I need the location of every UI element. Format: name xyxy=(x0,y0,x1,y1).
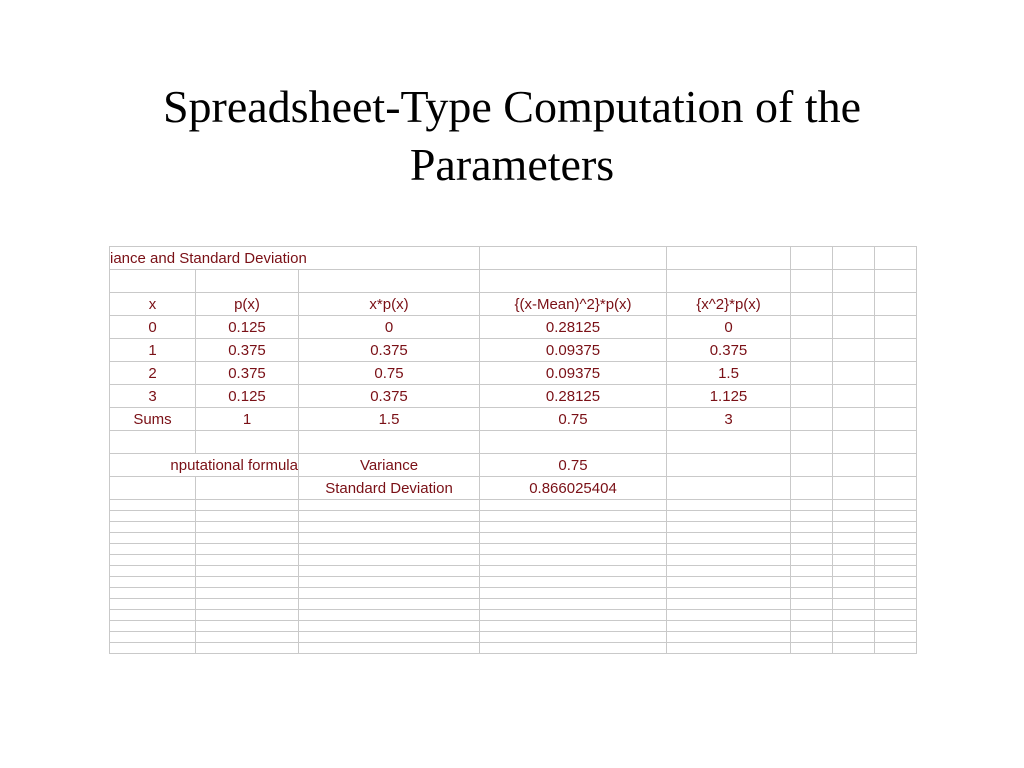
cell[interactable] xyxy=(480,632,667,643)
cell[interactable] xyxy=(299,610,480,621)
cell[interactable] xyxy=(833,511,875,522)
empty-row xyxy=(110,511,917,522)
empty-row xyxy=(110,588,917,599)
cell[interactable] xyxy=(667,477,791,500)
cell[interactable] xyxy=(110,599,196,610)
cell[interactable] xyxy=(875,500,917,511)
cell[interactable] xyxy=(791,339,833,362)
table-cell[interactable]: 0.09375 xyxy=(480,362,667,385)
table-cell[interactable]: 0.375 xyxy=(667,339,791,362)
cell[interactable] xyxy=(480,247,667,270)
table-cell[interactable]: 0.375 xyxy=(299,385,480,408)
cell[interactable] xyxy=(110,643,196,654)
cell[interactable] xyxy=(875,511,917,522)
cell[interactable] xyxy=(480,511,667,522)
cell[interactable] xyxy=(667,566,791,577)
sd-value-cell[interactable]: 0.866025404 xyxy=(480,477,667,500)
table-cell[interactable]: 1.5 xyxy=(667,362,791,385)
cell[interactable] xyxy=(196,577,299,588)
cell[interactable] xyxy=(833,385,875,408)
cell[interactable] xyxy=(299,577,480,588)
empty-row xyxy=(110,522,917,533)
cell[interactable] xyxy=(667,454,791,477)
cell[interactable] xyxy=(875,588,917,599)
cell[interactable] xyxy=(299,533,480,544)
cell[interactable] xyxy=(791,247,833,270)
cell[interactable] xyxy=(667,511,791,522)
table-cell[interactable]: 0.09375 xyxy=(480,339,667,362)
cell[interactable] xyxy=(791,533,833,544)
cell[interactable] xyxy=(833,577,875,588)
cell[interactable] xyxy=(875,621,917,632)
cell[interactable] xyxy=(110,566,196,577)
sum-cell[interactable]: 0.75 xyxy=(480,408,667,431)
cell[interactable] xyxy=(480,544,667,555)
header-cell[interactable]: x xyxy=(110,293,196,316)
cell[interactable] xyxy=(196,270,299,293)
cell[interactable] xyxy=(875,643,917,654)
cell[interactable] xyxy=(480,577,667,588)
cell[interactable] xyxy=(667,533,791,544)
formula-label: nputational formula xyxy=(170,456,298,474)
cell[interactable] xyxy=(791,431,833,454)
cell[interactable] xyxy=(833,588,875,599)
cell[interactable] xyxy=(791,577,833,588)
cell[interactable] xyxy=(667,500,791,511)
cell[interactable] xyxy=(110,610,196,621)
variance-row xyxy=(110,454,917,477)
empty-row xyxy=(110,621,917,632)
cell[interactable] xyxy=(667,247,791,270)
cell[interactable] xyxy=(299,500,480,511)
cell[interactable] xyxy=(667,270,791,293)
cell[interactable] xyxy=(833,555,875,566)
sums-row xyxy=(110,408,917,431)
cell[interactable] xyxy=(875,566,917,577)
sum-cell[interactable]: 1.5 xyxy=(299,408,480,431)
cell[interactable] xyxy=(196,500,299,511)
cell[interactable] xyxy=(110,511,196,522)
table-row xyxy=(110,362,917,385)
cell[interactable] xyxy=(791,632,833,643)
table-cell[interactable]: 0.28125 xyxy=(480,316,667,339)
cell[interactable] xyxy=(667,588,791,599)
table-cell[interactable]: 0 xyxy=(110,316,196,339)
cell[interactable] xyxy=(480,566,667,577)
header-cell[interactable]: x*p(x) xyxy=(299,293,480,316)
sd-label-cell[interactable]: Standard Deviation xyxy=(299,477,480,500)
cell[interactable] xyxy=(791,477,833,500)
empty-row xyxy=(110,632,917,643)
cell[interactable] xyxy=(299,522,480,533)
table-cell[interactable]: 0.75 xyxy=(299,362,480,385)
cell[interactable] xyxy=(791,544,833,555)
sheet-heading-cell[interactable] xyxy=(110,247,480,270)
cell[interactable] xyxy=(196,544,299,555)
cell[interactable] xyxy=(833,431,875,454)
cell[interactable] xyxy=(299,431,480,454)
cell[interactable] xyxy=(791,522,833,533)
cell[interactable] xyxy=(299,511,480,522)
cell[interactable] xyxy=(833,566,875,577)
cell[interactable] xyxy=(196,588,299,599)
cell[interactable] xyxy=(833,362,875,385)
variance-label-cell[interactable]: Variance xyxy=(299,454,480,477)
cell[interactable] xyxy=(833,454,875,477)
cell[interactable] xyxy=(110,544,196,555)
slide-title-line-1: Spreadsheet-Type Computation of the xyxy=(162,81,862,132)
empty-row xyxy=(110,599,917,610)
cell[interactable] xyxy=(196,610,299,621)
sum-cell[interactable]: 3 xyxy=(667,408,791,431)
cell[interactable] xyxy=(875,431,917,454)
cell[interactable] xyxy=(791,316,833,339)
cell[interactable] xyxy=(480,522,667,533)
cell[interactable] xyxy=(875,454,917,477)
cell[interactable] xyxy=(791,454,833,477)
cell[interactable] xyxy=(196,477,299,500)
cell[interactable] xyxy=(480,555,667,566)
sheet-heading: iance and Standard Deviation xyxy=(110,249,307,267)
cell[interactable] xyxy=(110,270,196,293)
variance-value-cell[interactable]: 0.75 xyxy=(480,454,667,477)
cell[interactable] xyxy=(791,385,833,408)
header-cell[interactable]: {x^2}*p(x) xyxy=(667,293,791,316)
table-cell[interactable]: 2 xyxy=(110,362,196,385)
cell[interactable] xyxy=(833,247,875,270)
sums-label-cell[interactable]: Sums xyxy=(110,408,196,431)
cell[interactable] xyxy=(196,621,299,632)
cell[interactable] xyxy=(875,610,917,621)
cell[interactable] xyxy=(791,588,833,599)
cell[interactable] xyxy=(110,577,196,588)
cell[interactable] xyxy=(667,522,791,533)
cell[interactable] xyxy=(833,522,875,533)
cell[interactable] xyxy=(299,632,480,643)
cell[interactable] xyxy=(110,621,196,632)
cell[interactable] xyxy=(480,610,667,621)
cell[interactable] xyxy=(110,500,196,511)
table-cell[interactable]: 0.375 xyxy=(196,362,299,385)
cell[interactable] xyxy=(667,632,791,643)
table-cell[interactable]: 0.125 xyxy=(196,385,299,408)
cell[interactable] xyxy=(196,599,299,610)
slide-title xyxy=(0,78,1024,194)
empty-row xyxy=(110,544,917,555)
cell[interactable] xyxy=(667,544,791,555)
cell[interactable] xyxy=(480,270,667,293)
cell[interactable] xyxy=(791,621,833,632)
cell[interactable] xyxy=(833,316,875,339)
cell[interactable] xyxy=(875,408,917,431)
empty-row xyxy=(110,500,917,511)
cell[interactable] xyxy=(480,599,667,610)
cell[interactable] xyxy=(791,610,833,621)
spreadsheet-table xyxy=(109,246,917,654)
cell[interactable] xyxy=(667,643,791,654)
cell[interactable] xyxy=(791,566,833,577)
cell[interactable] xyxy=(791,293,833,316)
header-row xyxy=(110,293,917,316)
cell[interactable] xyxy=(196,555,299,566)
cell[interactable] xyxy=(791,362,833,385)
table-row xyxy=(110,431,917,454)
cell[interactable] xyxy=(196,533,299,544)
cell[interactable] xyxy=(480,533,667,544)
cell[interactable] xyxy=(875,632,917,643)
cell[interactable] xyxy=(833,293,875,316)
cell[interactable] xyxy=(833,599,875,610)
table-cell[interactable]: 1 xyxy=(110,339,196,362)
cell[interactable] xyxy=(299,270,480,293)
empty-row xyxy=(110,566,917,577)
cell[interactable] xyxy=(110,533,196,544)
table-row xyxy=(110,316,917,339)
cell[interactable] xyxy=(667,431,791,454)
cell[interactable] xyxy=(480,588,667,599)
cell[interactable] xyxy=(299,588,480,599)
cell[interactable] xyxy=(667,577,791,588)
formula-label-cell[interactable] xyxy=(110,454,299,477)
cell[interactable] xyxy=(833,533,875,544)
cell[interactable] xyxy=(833,408,875,431)
cell[interactable] xyxy=(791,643,833,654)
table-cell[interactable]: 0.375 xyxy=(299,339,480,362)
cell[interactable] xyxy=(791,408,833,431)
table-row xyxy=(110,270,917,293)
cell[interactable] xyxy=(299,544,480,555)
cell[interactable] xyxy=(299,621,480,632)
cell[interactable] xyxy=(875,533,917,544)
table-cell[interactable]: 0.125 xyxy=(196,316,299,339)
slide-title-line-2: Parameters xyxy=(409,139,615,190)
header-cell[interactable]: p(x) xyxy=(196,293,299,316)
cell[interactable] xyxy=(196,632,299,643)
cell[interactable] xyxy=(110,477,196,500)
cell[interactable] xyxy=(833,339,875,362)
cell[interactable] xyxy=(875,385,917,408)
cell[interactable] xyxy=(667,621,791,632)
cell[interactable] xyxy=(791,511,833,522)
empty-row xyxy=(110,577,917,588)
table-cell[interactable]: 0.28125 xyxy=(480,385,667,408)
cell[interactable] xyxy=(480,621,667,632)
sum-cell[interactable]: 1 xyxy=(196,408,299,431)
table-cell[interactable]: 3 xyxy=(110,385,196,408)
empty-row xyxy=(110,533,917,544)
cell[interactable] xyxy=(875,270,917,293)
empty-row xyxy=(110,555,917,566)
cell[interactable] xyxy=(667,610,791,621)
cell[interactable] xyxy=(196,566,299,577)
cell[interactable] xyxy=(480,431,667,454)
cell[interactable] xyxy=(110,522,196,533)
cell[interactable] xyxy=(833,621,875,632)
cell[interactable] xyxy=(791,599,833,610)
cell[interactable] xyxy=(833,270,875,293)
empty-row xyxy=(110,643,917,654)
cell[interactable] xyxy=(875,577,917,588)
cell[interactable] xyxy=(833,610,875,621)
cell[interactable] xyxy=(196,522,299,533)
table-row xyxy=(110,385,917,408)
cell[interactable] xyxy=(833,632,875,643)
cell[interactable] xyxy=(833,544,875,555)
cell[interactable] xyxy=(110,588,196,599)
cell[interactable] xyxy=(875,599,917,610)
cell[interactable] xyxy=(196,431,299,454)
table-cell[interactable]: 0.375 xyxy=(196,339,299,362)
sd-row xyxy=(110,477,917,500)
cell[interactable] xyxy=(833,500,875,511)
header-cell[interactable]: {(x-Mean)^2}*p(x) xyxy=(480,293,667,316)
table-row xyxy=(110,247,917,270)
cell[interactable] xyxy=(299,643,480,654)
cell[interactable] xyxy=(791,555,833,566)
cell[interactable] xyxy=(833,643,875,654)
table-cell[interactable]: 0 xyxy=(299,316,480,339)
cell[interactable] xyxy=(875,555,917,566)
cell[interactable] xyxy=(875,316,917,339)
cell[interactable] xyxy=(480,643,667,654)
cell[interactable] xyxy=(833,477,875,500)
cell[interactable] xyxy=(299,599,480,610)
cell[interactable] xyxy=(667,599,791,610)
cell[interactable] xyxy=(299,555,480,566)
cell[interactable] xyxy=(667,555,791,566)
cell[interactable] xyxy=(196,511,299,522)
cell[interactable] xyxy=(875,522,917,533)
cell[interactable] xyxy=(875,247,917,270)
cell[interactable] xyxy=(299,566,480,577)
empty-row xyxy=(110,610,917,621)
cell[interactable] xyxy=(875,544,917,555)
cell[interactable] xyxy=(110,431,196,454)
cell[interactable] xyxy=(875,362,917,385)
table-cell[interactable]: 0 xyxy=(667,316,791,339)
cell[interactable] xyxy=(110,632,196,643)
cell[interactable] xyxy=(110,555,196,566)
cell[interactable] xyxy=(875,293,917,316)
cell[interactable] xyxy=(791,270,833,293)
cell[interactable] xyxy=(791,500,833,511)
table-row xyxy=(110,339,917,362)
table-cell[interactable]: 1.125 xyxy=(667,385,791,408)
cell[interactable] xyxy=(196,643,299,654)
cell[interactable] xyxy=(875,339,917,362)
cell[interactable] xyxy=(875,477,917,500)
cell[interactable] xyxy=(480,500,667,511)
